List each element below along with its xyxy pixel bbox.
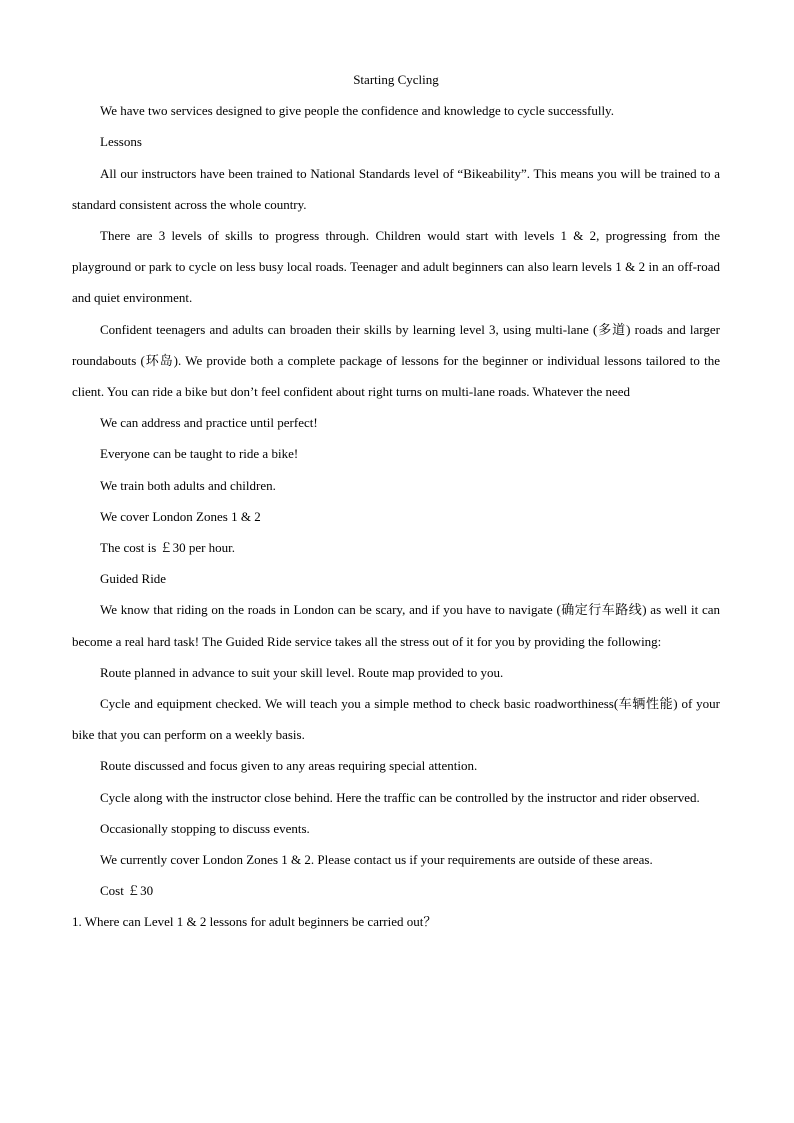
guided-ride-paragraph: We currently cover London Zones 1 & 2. Please contact us if your requirements are outside of these areas. [100, 852, 653, 868]
guided-ride-paragraph: Route planned in advance to suit your skill level. Route map provided to you. [100, 664, 504, 680]
guided-ride-paragraph: We know that riding on the roads in London can be scary, and if you have to navigate (确定行车路线) as well it can become a real hard task! The Guided Ride service takes all the stress out of it for you by providing the following: [72, 602, 720, 649]
lessons-line: We cover London Zones 1 & 2 [100, 508, 261, 524]
document-title: Starting Cycling [353, 72, 439, 87]
lessons-heading: Lessons [100, 134, 142, 150]
lessons-line: We train both adults and children. [100, 477, 276, 493]
lessons-line: Everyone can be taught to ride a bike! [100, 446, 299, 462]
question-1: 1. Where can Level 1 & 2 lessons for adult beginners be carried out？ [72, 914, 437, 930]
lessons-paragraph: Confident teenagers and adults can broaden their skills by learning level 3, using multi-lane (多道) roads and larger roundabouts (环岛). We provide both a complete package of lessons for the beginner or individual lessons tailored to the client. You can ride a bike but don’t feel confident about right turns on multi-lane roads. Whatever the need [72, 321, 720, 400]
lessons-paragraph: There are 3 levels of skills to progress through. Children would start with levels 1 & 2, progressing from the playground or park to cycle on less busy local roads. Teenager and adult beginners can also learn levels 1 & 2 in an off-road and quiet environment. [72, 228, 720, 306]
document-page [72, 64, 720, 938]
guided-ride-heading: Guided Ride [100, 571, 167, 587]
guided-ride-paragraph: Route discussed and focus given to any areas requiring special attention. [100, 758, 478, 774]
guided-ride-paragraph: Cycle and equipment checked. We will teach you a simple method to check basic roadworthiness(车辆性能) of your bike that you can perform on a weekly basis. [72, 696, 720, 743]
lessons-line: We can address and practice until perfect! [100, 415, 318, 431]
guided-ride-paragraph: Cycle along with the instructor close behind. Here the traffic can be controlled by the instructor and rider observed. [100, 789, 700, 805]
lessons-cost: The cost is ￡30 per hour. [100, 540, 236, 556]
intro-paragraph: We have two services designed to give people the confidence and knowledge to cycle successfully. [100, 103, 614, 119]
lessons-paragraph: All our instructors have been trained to National Standards level of “Bikeability”. This means you will be trained to a standard consistent across the whole country. [72, 165, 720, 212]
guided-ride-cost: Cost ￡30 [100, 883, 154, 899]
guided-ride-paragraph: Occasionally stopping to discuss events. [100, 820, 310, 836]
